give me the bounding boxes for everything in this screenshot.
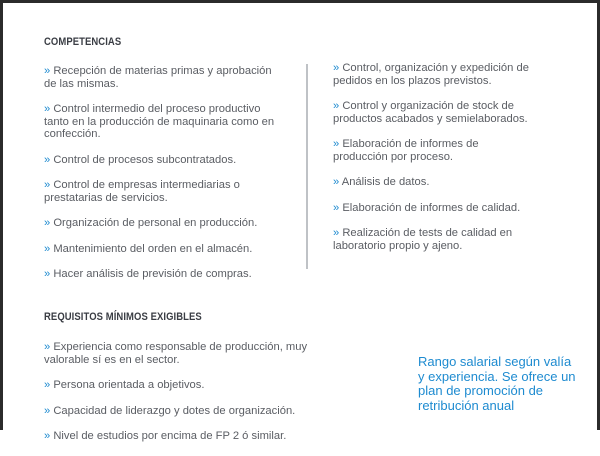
list-item: » Control de procesos subcontratados. (44, 153, 237, 166)
section-heading-requisitos: REQUISITOS MÍNIMOS EXIGIBLES (44, 311, 202, 323)
list-item: » Recepción de materias primas y aprobación de las mismas. (44, 65, 272, 90)
list-item: » Realización de tests de calidad en laboratorio propio y ajeno. (333, 227, 513, 252)
list-item: » Control y organización de stock de productos acabados y semielaborados. (333, 100, 528, 125)
bullet-icon: » (44, 217, 51, 229)
bullet-icon: » (333, 201, 340, 214)
bullet-icon: » (44, 153, 51, 166)
list-item: » Organización de personal en producción. (44, 217, 258, 229)
column-divider (306, 64, 308, 269)
section-heading-competencias: COMPETENCIAS (44, 36, 122, 48)
competencias-left-list (44, 65, 284, 294)
list-item: » Control intermedio del proceso productivo tanto en la producción de maquinaria como en confección. (44, 103, 275, 140)
list-item: » Análisis de datos. (333, 176, 430, 188)
bullet-icon: » (44, 179, 51, 191)
list-item: » Elaboración de informes de calidad. (333, 201, 521, 214)
bullet-icon: » (44, 103, 51, 115)
bullet-icon: » (333, 62, 340, 74)
competencias-right-list (333, 62, 553, 265)
bullet-icon: » (44, 268, 51, 280)
bullet-icon: » (44, 65, 51, 77)
bullet-icon: » (44, 404, 51, 417)
bullet-icon: » (44, 379, 51, 391)
requisitos-list (44, 341, 324, 456)
list-item: » Experiencia como responsable de producción, muy valorable sí es en el sector. (44, 341, 308, 366)
list-item: » Nivel de estudios por encima de FP 2 ó similar. (44, 430, 287, 442)
bullet-icon: » (44, 430, 51, 442)
list-item: » Control de empresas intermediarias o prestatarias de servicios. (44, 179, 240, 204)
list-item: » Capacidad de liderazgo y dotes de organización. (44, 404, 296, 417)
bullet-icon: » (333, 100, 340, 112)
list-item: » Mantenimiento del orden en el almacén. (44, 242, 253, 255)
list-item: » Elaboración de informes de producción por proceso. (333, 138, 479, 163)
bullet-icon: » (44, 341, 51, 353)
list-item: » Control, organización y expedición de pedidos en los plazos previstos. (333, 62, 529, 87)
bullet-icon: » (333, 138, 340, 150)
bullet-icon: » (333, 227, 340, 239)
salary-callout: Rango salarial según valía y experiencia. Se ofrece un plan de promoción de retribución anual (418, 354, 576, 413)
list-item: » Hacer análisis de previsión de compras. (44, 268, 252, 280)
bullet-icon: » (44, 242, 51, 255)
list-item: » Persona orientada a objetivos. (44, 379, 205, 391)
bullet-icon: » (333, 176, 340, 188)
